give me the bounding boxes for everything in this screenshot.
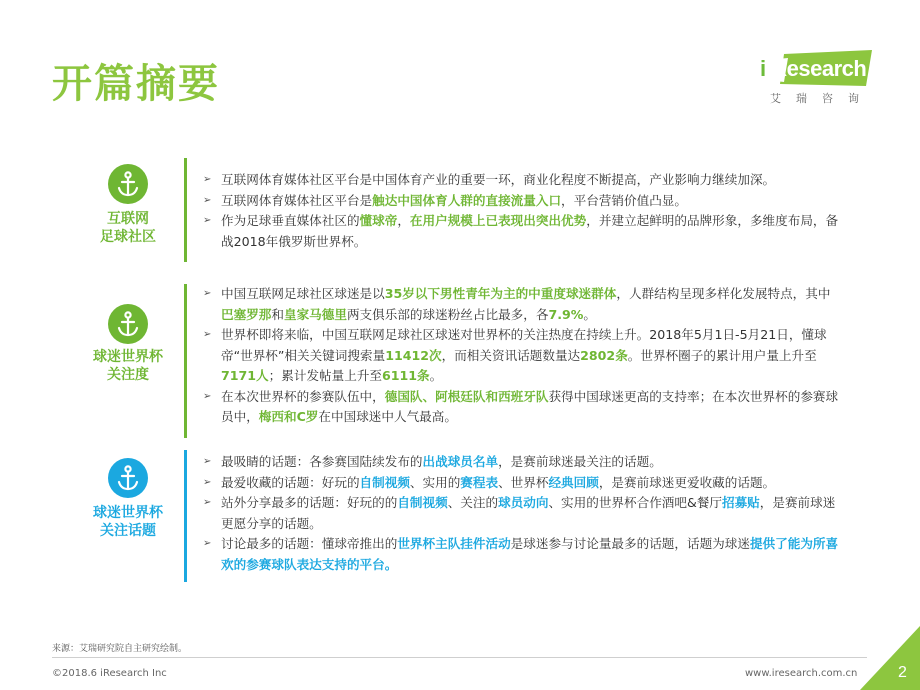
highlight-text: 11412次 (385, 347, 442, 363)
anchor-icon (108, 164, 148, 204)
website-link[interactable]: www.iresearch.com.cn (745, 668, 858, 679)
highlight-text: 自制视频 (397, 495, 448, 510)
highlight-text: 巴塞罗那 (221, 306, 272, 322)
highlight-text: 德国队、阿根廷队和西班牙队 (384, 388, 549, 404)
highlight-text: 懂球帝 (359, 213, 398, 228)
bullet-text: 互联网体育媒体社区平台是中国体育产业的重要一环，商业化程度不断提高，产业影响力继续加深。 (221, 172, 776, 187)
bullet-arrow-icon: ➢ (203, 497, 212, 508)
bullet-text: 、世界杯 (498, 474, 549, 490)
section-divider (184, 450, 187, 582)
bullet-text: ；累计发帖量上升至 (268, 368, 382, 383)
copyright: ©2018.6 iResearch Inc (52, 668, 167, 679)
bullet-text: 、关注的 (447, 495, 499, 510)
bullet-arrow-icon: ➢ (203, 329, 212, 340)
bullet-arrow-icon: ➢ (203, 456, 212, 467)
section-community (86, 158, 846, 262)
logo-wordmark: iiResearch (760, 56, 867, 81)
bullet-text: 最吸睛的话题：各参赛国陆续发布的 (221, 454, 423, 469)
highlight-text: 赛程表 (460, 474, 499, 490)
highlight-text: 6111条 (382, 368, 430, 383)
bullet-list (202, 170, 842, 252)
bullet-text: 。 (429, 368, 443, 383)
bullet-arrow-icon: ➢ (203, 538, 212, 549)
highlight-text: 7.9% (548, 306, 584, 322)
section-topics (86, 450, 846, 582)
page-number: 2 (898, 664, 907, 681)
bullet-text: ，而相关资讯话题数量达 (441, 347, 581, 363)
bullet-text: ，人群结构呈现多样化发展特点，其中 (616, 286, 831, 301)
bullet-text: 在本次世界杯的参赛队伍中， (221, 388, 385, 404)
bullet-list (202, 452, 842, 575)
bullet-text: 互联网体育媒体社区平台是 (221, 192, 373, 208)
bullet-text: 。世界杯圈子的累计用户量上升至 (627, 347, 817, 363)
logo-subtitle: 艾瑞咨询 (770, 92, 874, 105)
section-divider (184, 158, 187, 262)
source-note: 来源：艾瑞研究院自主研究绘制。 (52, 644, 188, 654)
section-label: 互联网 足球社区 (100, 211, 156, 245)
bullet-text: 两支俱乐部的球迷粉丝占比最多，各 (346, 306, 549, 322)
bullet-item (202, 452, 842, 473)
bullet-text: ，平台营销价值凸显。 (561, 192, 687, 208)
highlight-text: 提供了能为所喜欢的参赛球队表达支持的平台。 (221, 536, 839, 572)
bullet-item (202, 325, 842, 387)
iresearch-logo (758, 48, 874, 104)
bullet-item (202, 473, 842, 494)
bullet-arrow-icon: ➢ (203, 215, 212, 226)
anchor-icon (108, 458, 148, 498)
highlight-text: 皇家马德里 (283, 306, 347, 322)
bullet-text: ，是赛前球迷更爱收藏的话题。 (598, 474, 776, 490)
section-label: 球迷世界杯 关注度 (93, 349, 163, 383)
bullet-text: ，并建立起鲜明的品牌形象，多维度布局，备战2018年俄罗斯世界杯。 (221, 213, 839, 249)
bullet-text: 在中国球迷中人气最高。 (318, 409, 457, 424)
bullet-text: 、实用的 (409, 474, 461, 490)
bullet-text: 、实用的世界杯合作酒吧&餐厅 (548, 495, 722, 510)
bullet-arrow-icon: ➢ (203, 288, 212, 299)
footer-divider (52, 657, 867, 658)
bullet-text: ， (397, 213, 410, 228)
bullet-arrow-icon: ➢ (203, 194, 212, 206)
highlight-text: 在用户规模上已表现出突出优势 (409, 213, 587, 228)
corner-decoration (860, 626, 920, 690)
bullet-text: 世界杯即将来临，中国互联网足球社区球迷对世界杯的关注热度在持续上升。2018年5月1日-5月21日，懂球帝“世界杯”相关关键词搜索量 (221, 327, 827, 363)
bullet-item (202, 534, 842, 575)
highlight-text: 出战球员名单 (422, 454, 499, 469)
bullet-item (202, 170, 842, 191)
bullet-list (202, 284, 842, 428)
bullet-text: 。 (583, 306, 596, 322)
highlight-text: 7171人 (221, 368, 269, 383)
highlight-text: 世界杯主队挂件活动 (397, 536, 511, 551)
bullet-text: 讨论最多的话题：懂球帝推出的 (221, 536, 398, 551)
bullet-text: ，是赛前球迷最关注的话题。 (498, 454, 662, 469)
section-label: 球迷世界杯 关注话题 (93, 505, 163, 539)
bullet-arrow-icon: ➢ (203, 476, 212, 488)
section-attention (86, 284, 846, 438)
bullet-arrow-icon: ➢ (203, 174, 212, 185)
highlight-text: 球员动向 (498, 495, 549, 510)
highlight-text: 招募贴 (721, 495, 760, 510)
anchor-icon (108, 304, 148, 344)
bullet-text: 是球迷参与讨论量最多的话题，话题为球迷 (510, 536, 750, 551)
bullet-text: 最爱收藏的话题：好玩的 (221, 474, 360, 490)
bullet-item (202, 284, 842, 325)
highlight-text: 梅西和C罗 (258, 409, 319, 424)
highlight-text: 自制视频 (359, 474, 410, 490)
highlight-text: 触达中国体育人群的直接流量入口 (372, 192, 562, 208)
bullet-text: 中国互联网足球社区球迷是以 (221, 286, 385, 301)
section-divider (184, 284, 187, 438)
bullet-text: ，是赛前球迷更愿分享的话题。 (221, 495, 836, 531)
bullet-item (202, 387, 842, 428)
bullet-text: 作为足球垂直媒体社区的 (221, 213, 360, 228)
highlight-text: 35岁以下男性青年为主的中重度球迷群体 (384, 286, 617, 301)
bullet-text: 站外分享最多的话题：好玩的的 (221, 495, 398, 510)
page-title: 开篇摘要 (52, 61, 220, 107)
bullet-text: 和 (271, 306, 284, 322)
bullet-arrow-icon: ➢ (203, 390, 212, 402)
highlight-text: 经典回顾 (548, 474, 599, 490)
bullet-item (202, 211, 842, 252)
bullet-text: 获得中国球迷更高的支持率；在本次世界杯的参赛球员中， (221, 388, 839, 424)
bullet-item (202, 493, 842, 534)
bullet-item (202, 191, 842, 212)
highlight-text: 2802条 (580, 347, 628, 363)
